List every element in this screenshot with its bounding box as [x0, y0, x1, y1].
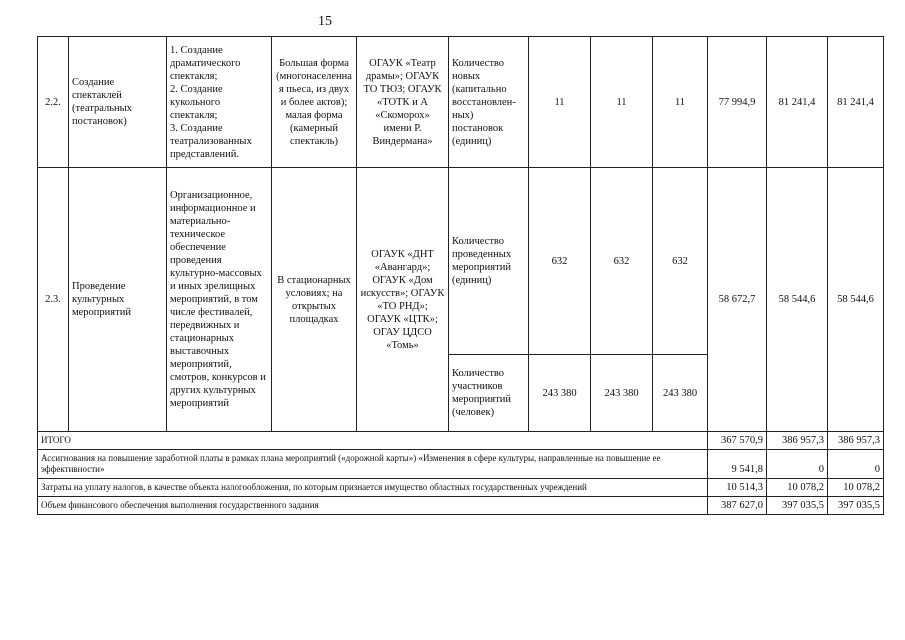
summary-label: Затраты на уплату налогов, в качестве объекта налогообложения, по которым признается имущество областных государственных учреждений [38, 479, 708, 497]
funding-value: 58 672,7 [708, 168, 767, 432]
funding-value: 58 544,6 [828, 168, 884, 432]
content-item: 1. Создание драматического спектакля; [170, 44, 241, 82]
service-content: Организационное, информационное и материально-техническое обеспечение проведения культурно-массовых и иных зрелищных мероприятий, в том числе фестивалей, передвижных и стационарных выставочных мероприятий, смотров, конкурсов и других культурных мероприятий [167, 168, 272, 432]
indicator-value: 11 [529, 37, 591, 168]
content-item: 2. Создание кукольного спектакля; [170, 83, 223, 121]
indicator-value: 11 [653, 37, 708, 168]
funding-value: 81 241,4 [828, 37, 884, 168]
summary-row-assignments [38, 450, 884, 479]
service-conditions: Большая форма (многонаселенная пьеса, из двух и более актов); малая форма (камерный спектакль) [272, 37, 357, 168]
funding-value: 81 241,4 [767, 37, 828, 168]
summary-value: 386 957,3 [828, 432, 884, 450]
summary-value: 10 078,2 [767, 479, 828, 497]
summary-row-volume [38, 497, 884, 515]
content-item: 3. Создание театрализованных представлений. [170, 122, 252, 160]
summary-value: 386 957,3 [767, 432, 828, 450]
summary-value: 397 035,5 [828, 497, 884, 515]
indicator-value: 632 [653, 168, 708, 355]
institutions: ОГАУК «Театр драмы»; ОГАУК ТО ТЮЗ; ОГАУК «ТОТК и А «Скоморох» имени Р. Виндермана» [357, 37, 449, 168]
summary-value: 9 541,8 [708, 450, 767, 479]
indicator-value: 632 [529, 168, 591, 355]
row-number: 2.2. [38, 37, 69, 168]
institutions: ОГАУК «ДНТ «Авангард»; ОГАУК «Дом искусств»; ОГАУК «ТО РНД»; ОГАУК «ЦТК»; ОГАУ ЦДСО «Томь» [357, 168, 449, 432]
indicator-value: 243 380 [653, 355, 708, 432]
service-name: Создание спектаклей (театральных постановок) [69, 37, 167, 168]
page-number: 15 [318, 14, 332, 29]
row-number: 2.3. [38, 168, 69, 432]
summary-value: 0 [828, 450, 884, 479]
indicator-value: 243 380 [591, 355, 653, 432]
summary-value: 397 035,5 [767, 497, 828, 515]
summary-value: 387 627,0 [708, 497, 767, 515]
summary-value: 0 [767, 450, 828, 479]
summary-value: 367 570,9 [708, 432, 767, 450]
indicator-name: Количество проведенных мероприятий (единиц) [449, 168, 529, 355]
service-conditions: В стационарных условиях; на открытых площадках [272, 168, 357, 432]
indicator-value: 243 380 [529, 355, 591, 432]
summary-label: Ассигнования на повышение заработной платы в рамках плана мероприятий («дорожной карты») «Изменения в сфере культуры, направленные на повышение ее эффективности» [38, 450, 708, 479]
summary-value: 10 514,3 [708, 479, 767, 497]
summary-row-taxes [38, 479, 884, 497]
state-assignment-table [37, 36, 884, 515]
indicator-value: 11 [591, 37, 653, 168]
summary-label: Объем финансового обеспечения выполнения государственного задания [38, 497, 708, 515]
summary-label: ИТОГО [38, 432, 708, 450]
summary-value: 10 078,2 [828, 479, 884, 497]
funding-value: 77 994,9 [708, 37, 767, 168]
summary-row-itogo [38, 432, 884, 450]
service-name: Проведение культурных мероприятий [69, 168, 167, 432]
funding-value: 58 544,6 [767, 168, 828, 432]
table-row [38, 37, 884, 168]
indicator-name: Количество новых (капитально восстановлен-ных) постановок (единиц) [449, 37, 529, 168]
indicator-value: 632 [591, 168, 653, 355]
indicator-name: Количество участников мероприятий (человек) [449, 355, 529, 432]
table-row [38, 168, 884, 355]
service-content [167, 37, 272, 168]
